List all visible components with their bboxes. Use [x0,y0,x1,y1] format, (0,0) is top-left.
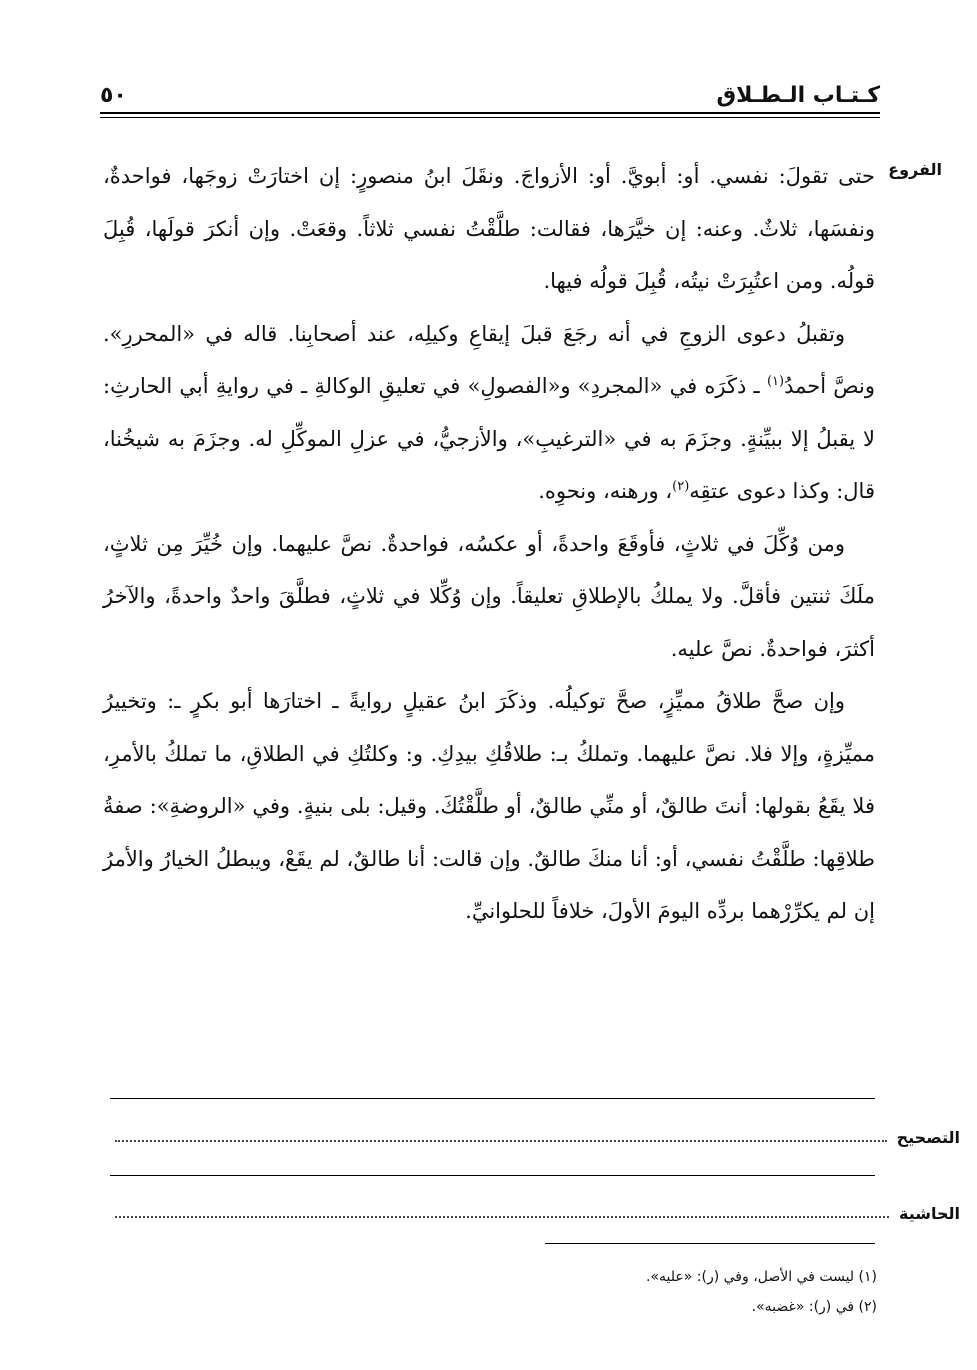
paragraph-2-part-3: ، ورهنه، ونحوِه. [538,479,673,503]
header-rule [100,112,880,114]
correction-dots [115,1140,887,1142]
header-rule-thin [100,117,880,118]
correction-label: التصحيح [896,1127,960,1147]
footnote-1: (١) ليست في الأصل، وفي (ر): «عليه». [646,1269,877,1285]
paragraph-2 [103,308,875,518]
paragraph-2-part-1: وتقبلُ دعوى الزوجِ في أنه رجَعَ قبلَ إيقاعِ وكيلِه، عند أصحابِنا. قاله في «المحررِ». ونصَّ أحمدُ [103,321,876,398]
footnote-2: (٢) في (ر): «غضبه». [751,1299,877,1315]
correction-row [115,1122,960,1152]
footnote-ref-1[interactable]: (١) [766,374,785,389]
marginalia-row [115,1198,960,1228]
marginalia-label: الحاشية [899,1203,960,1223]
text-end-rule [110,1098,875,1099]
side-label-furu: الفروع [888,160,942,179]
footnote-rule [545,1243,875,1244]
book-title: كـتـاب الـطـلاق [716,83,880,108]
page-header [100,78,880,108]
paragraph-2-part-2: ـ ذكَرَه في «المجردِ» و«الفصولِ» في تعليقِ الوكالةِ ـ في روايةِ أبي الحارثِ: لا يقبلُ إلا ببيِّنةٍ. وجزَمَ به في «الترغيبِ»، والأزجيُّ، في عزلِ الموكِّلِ له. وجزَمَ به شيخُنا، قال: وكذا دعوى عتقِه [103,374,875,503]
page-number: ٥٠ [100,83,127,108]
marginalia-dots [115,1216,889,1218]
paragraph-3: ومن وُكِّلَ في ثلاثٍ، فأوقَعَ واحدةً، أو عكسُه، فواحدةٌ. نصَّ عليهما. وإن خُيِّرَ مِن ثلاثٍ، ملَكَ ثنتين فأقلَّ. ولا يملكُ بالإطلاقِ تعليقاً. وإن وُكِّلا في ثلاثٍ، فطلَّقَ واحدٌ واحدةً، والآخرُ أكثرَ، فواحدةٌ. نصَّ عليه. [103,531,875,661]
paragraph-4: وإن صحَّ طلاقُ مميِّزٍ، صحَّ توكيلُه. وذكَرَ ابنُ عقيلٍ روايةً ـ اختارَها أبو بكرٍ ـ: وتخييرُ مميِّزةٍ، وإلا فلا. نصَّ عليهما. وتملكُ بـ: طلاقُكِ بيدِكِ. و: وكلتُكِ في الطلاقِ، ما تملكُ بالأمرِ، فلا يقَعُ بقولها: أنتَ طالقٌ، أو منِّي طالقٌ، أو طلَّقْتُكَ. وقيل: بلى بنيةٍ. وفي «الروضةِ»: صفةُ طلاقِها: طلَّقْتُ نفسي، أو: أنا منكَ طالقٌ. وإن قالت: أنا طالقٌ، لم يقَعْ، ويبطلُ الخيارُ والأمرُ إن لم يكرِّرْهما بردِّه اليومَ الأولَ، خلافاً للحلوانيِّ. [103,689,875,923]
correction-rule [110,1175,875,1176]
main-text [103,150,875,938]
paragraph-1: حتى تقولَ: نفسي. أو: أبويَّ. أو: الأزواجَ. ونقَلَ ابنُ منصورٍ: إن اختارَتْ زوجَها، فواحدةٌ، ونفسَها، ثلاثٌ. وعنه: إن خيَّرَها، فقالت: طلَّقْتُ نفسي ثلاثاً. وقعَتْ. وإن أنكرَ قولَها، قُبِلَ قولُه. ومن اعتُبِرَتْ نيتُه، قُبِلَ قولُه فيها. [103,164,875,293]
footnotes [117,1262,877,1322]
footnote-ref-2[interactable]: (٢) [672,479,690,494]
